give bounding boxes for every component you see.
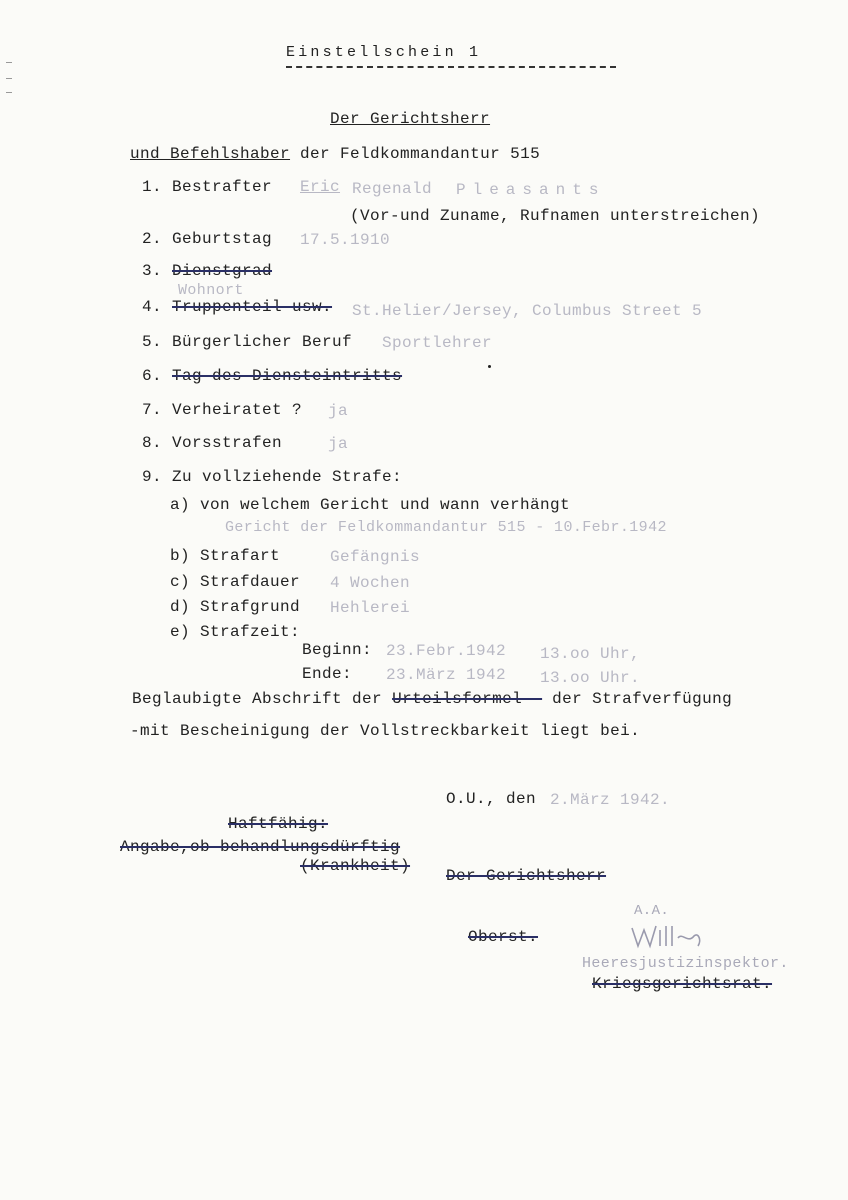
subheading-rest: der Feldkommandantur 515 xyxy=(300,145,541,163)
penalty-a-label: a) von welchem Gericht und wann verhängt xyxy=(170,496,571,514)
title-underline xyxy=(286,66,616,68)
illness-label: (Krankheit) xyxy=(300,857,411,875)
document-title: Einstellschein 1 xyxy=(286,44,482,61)
signatory-title: Der Gerichtsherr xyxy=(446,867,607,885)
signatory-rank: Oberst. xyxy=(468,928,539,946)
place-date-prefix: O.U., den xyxy=(446,790,537,808)
item-7-label: 7. Verheiratet ? xyxy=(142,401,303,419)
penalty-c-label: c) Strafdauer xyxy=(170,573,301,591)
item-1-firstname: Eric xyxy=(300,178,341,196)
attachment-line-2: -mit Bescheinigung der Vollstreckbarkeit liegt bei. xyxy=(130,722,641,740)
attachment-line-1 xyxy=(132,690,732,708)
margin-mark xyxy=(6,62,12,63)
stamp-inspector: Heeresjustizinspektor. xyxy=(582,955,789,972)
penalty-d-label: d) Strafgrund xyxy=(170,598,301,616)
item-8-label: 8. Vorsstrafen xyxy=(142,434,283,452)
begin-label: Beginn: xyxy=(302,641,373,659)
item-4-struck: Truppenteil usw. xyxy=(172,298,333,316)
item-1-note: (Vor-und Zuname, Rufnamen unterstreichen) xyxy=(350,207,761,225)
item-4-num: 4. xyxy=(142,298,163,316)
attachment-struck: Urteilsformel - xyxy=(392,690,543,708)
handwritten-signature xyxy=(628,922,708,952)
item-6-struck: Tag des Diensteintritts xyxy=(172,367,403,385)
signatory-aa: A.A. xyxy=(634,903,670,919)
penalty-e-label: e) Strafzeit: xyxy=(170,623,301,641)
penalty-b-label: b) Strafart xyxy=(170,547,281,565)
item-5-label: 5. Bürgerlicher Beruf xyxy=(142,333,353,351)
item-3-struck: Dienstgrad xyxy=(172,262,273,280)
heading: Der Gerichtsherr xyxy=(330,110,491,128)
end-label: Ende: xyxy=(302,665,353,683)
penalty-b-value: Gefängnis xyxy=(330,548,421,566)
subheading xyxy=(130,145,540,163)
penalty-a-value: Gericht der Feldkommandantur 515 - 10.Febr.1942 xyxy=(225,519,667,536)
item-7-value: ja xyxy=(328,402,349,420)
item-2-value: 17.5.1910 xyxy=(300,231,391,249)
end-date: 23.März 1942 xyxy=(386,666,507,684)
penalty-c-value: 4 Wochen xyxy=(330,574,411,592)
ink-dot xyxy=(488,365,491,368)
item-1-surname: Pleasants xyxy=(456,181,606,199)
item-1-label: 1. Bestrafter xyxy=(142,178,273,196)
begin-time: 13.oo Uhr, xyxy=(540,645,641,663)
attachment-text-b: der Strafverfügung xyxy=(552,690,733,708)
item-6-num: 6. xyxy=(142,367,163,385)
margin-mark xyxy=(6,78,12,79)
begin-date: 23.Febr.1942 xyxy=(386,642,507,660)
item-4-value: St.Helier/Jersey, Columbus Street 5 xyxy=(352,302,703,320)
fitness-label: Haftfähig: xyxy=(228,815,329,833)
margin-mark xyxy=(6,92,12,93)
item-1-middlename: Regenald xyxy=(352,180,433,198)
attachment-text-a: Beglaubigte Abschrift der xyxy=(132,690,383,708)
item-3-num: 3. xyxy=(142,262,163,280)
item-2-label: 2. Geburtstag xyxy=(142,230,273,248)
place-date-value: 2.März 1942. xyxy=(550,791,671,809)
item-3-overwrite: Wohnort xyxy=(178,282,244,299)
treatment-label: Angabe,ob behandlungsdürftig xyxy=(120,838,401,856)
item-9-label: 9. Zu vollziehende Strafe: xyxy=(142,468,403,486)
subheading-underlined: und Befehlshaber xyxy=(130,145,291,163)
item-8-value: ja xyxy=(328,435,349,453)
penalty-d-value: Hehlerei xyxy=(330,599,411,617)
item-5-value: Sportlehrer xyxy=(382,334,493,352)
signatory-court-rank: Kriegsgerichtsrat. xyxy=(592,975,773,993)
end-time: 13.oo Uhr. xyxy=(540,669,641,687)
